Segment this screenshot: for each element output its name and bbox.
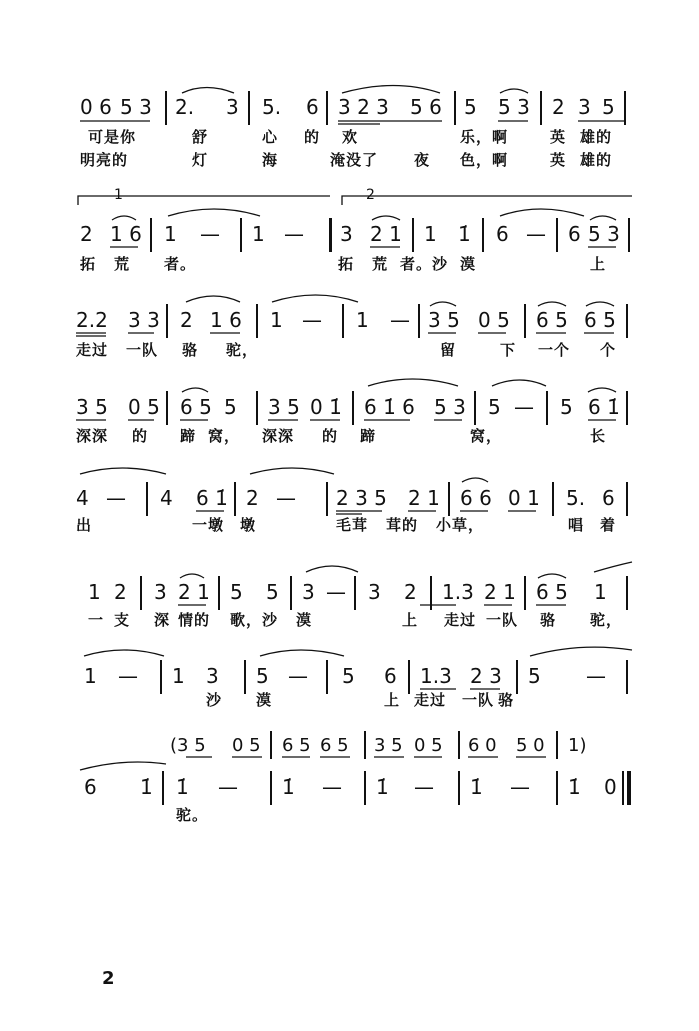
note: 1̇ bbox=[376, 775, 389, 799]
note: 0 5 bbox=[128, 395, 160, 419]
lyric: 窝， bbox=[470, 427, 503, 445]
note: 0 bbox=[604, 775, 617, 799]
barline bbox=[270, 771, 272, 805]
barline bbox=[448, 482, 450, 516]
lyric: 小草， bbox=[436, 516, 485, 534]
note: 5 bbox=[224, 395, 237, 419]
note: — bbox=[510, 775, 530, 799]
barline bbox=[165, 91, 167, 125]
lyric: 雄的 bbox=[580, 128, 613, 146]
barline bbox=[326, 660, 328, 694]
barline bbox=[342, 304, 344, 338]
lyric: 色，啊 bbox=[460, 151, 509, 169]
barline bbox=[626, 576, 628, 610]
note: 3 5 bbox=[268, 395, 300, 419]
lyric: 深深 bbox=[262, 427, 295, 445]
note: 2 bbox=[114, 580, 127, 604]
note: 3 bbox=[340, 222, 353, 246]
barline bbox=[354, 576, 356, 610]
lyric: 荒 bbox=[372, 255, 389, 273]
note: 6 6 bbox=[460, 486, 492, 510]
lyric: 出 bbox=[76, 516, 93, 534]
note: 3 5 bbox=[428, 308, 460, 332]
note: 0 1 bbox=[508, 486, 540, 510]
barline bbox=[524, 304, 526, 338]
note: — bbox=[276, 486, 296, 510]
note: 2.2 bbox=[76, 308, 108, 332]
note: 6 5 bbox=[180, 395, 212, 419]
barline bbox=[408, 660, 410, 694]
lyric: 茸的 bbox=[386, 516, 419, 534]
note: 2 1 bbox=[484, 580, 516, 604]
barline bbox=[166, 391, 168, 425]
lyric: 一墩 bbox=[192, 516, 225, 534]
barline bbox=[624, 91, 626, 125]
interlude-note: 1) bbox=[568, 735, 587, 756]
page-number: 2 bbox=[102, 968, 115, 989]
barline bbox=[364, 771, 366, 805]
note: — bbox=[288, 664, 308, 688]
note: 5 bbox=[488, 395, 501, 419]
note: 6 1̇ bbox=[196, 486, 228, 510]
lyric: 长 bbox=[590, 427, 607, 445]
lyric: 荒 bbox=[114, 255, 131, 273]
note: 5 3 bbox=[120, 95, 152, 119]
lyric: 心 bbox=[262, 128, 279, 146]
lyric: 骆 bbox=[540, 611, 557, 629]
note: 1.3 bbox=[442, 580, 474, 604]
barline bbox=[270, 731, 272, 759]
barline bbox=[628, 218, 630, 252]
note: 3 3 bbox=[128, 308, 160, 332]
note: 1.3 bbox=[420, 664, 452, 688]
note: 5 6 bbox=[410, 95, 442, 119]
lyric: 蹄 bbox=[180, 427, 197, 445]
lyric: 毛茸 bbox=[336, 516, 369, 534]
note: 1̇ bbox=[470, 775, 483, 799]
lyric: 的 bbox=[322, 427, 339, 445]
lyric: 支 bbox=[114, 611, 131, 629]
volta-2-number: 2 bbox=[366, 187, 375, 203]
interlude-note: 5 0 bbox=[516, 735, 545, 756]
barline bbox=[162, 771, 164, 805]
note: — bbox=[586, 664, 606, 688]
lyric: 淹没了 bbox=[330, 151, 379, 169]
barline bbox=[146, 482, 148, 516]
barline bbox=[516, 660, 518, 694]
barline bbox=[626, 660, 628, 694]
barline bbox=[556, 218, 558, 252]
interlude-note: 6 5 bbox=[320, 735, 349, 756]
lyric: 者。 bbox=[164, 255, 197, 273]
lyric: 歌，沙 bbox=[230, 611, 279, 629]
note: 1 6 bbox=[110, 222, 142, 246]
lyric: 个 bbox=[600, 341, 617, 359]
barline bbox=[140, 576, 142, 610]
note: — bbox=[218, 775, 238, 799]
note: 4 bbox=[76, 486, 89, 510]
note: 5 bbox=[464, 95, 477, 119]
note: 2 1 bbox=[178, 580, 210, 604]
lyric: 明亮的 bbox=[80, 151, 129, 169]
note: 6 bbox=[384, 664, 397, 688]
note: 1̇ bbox=[282, 775, 295, 799]
note: 1 bbox=[88, 580, 101, 604]
interlude-note: 3 5 bbox=[374, 735, 403, 756]
barline bbox=[626, 304, 628, 338]
barline bbox=[626, 482, 628, 516]
volta-1-number: 1 bbox=[114, 187, 123, 203]
note: 5 bbox=[342, 664, 355, 688]
lyric: 海 bbox=[262, 151, 279, 169]
note: 1̇ bbox=[458, 222, 471, 246]
note: 1 bbox=[424, 222, 437, 246]
note: — bbox=[302, 308, 322, 332]
interlude-note: (3 5 bbox=[170, 735, 206, 756]
barline bbox=[234, 482, 236, 516]
barline bbox=[540, 91, 542, 125]
note: — bbox=[106, 486, 126, 510]
lyric: 一队 bbox=[486, 611, 519, 629]
note: 5. bbox=[262, 95, 282, 119]
lyric: 骆 bbox=[498, 691, 515, 709]
note: 0 1̇ bbox=[310, 395, 342, 419]
note: 5 3 bbox=[588, 222, 620, 246]
note: 6 1̇ bbox=[588, 395, 620, 419]
note: 1̇ bbox=[176, 775, 189, 799]
interlude-note: 6 0 bbox=[468, 735, 497, 756]
lyric: 舒 bbox=[192, 128, 209, 146]
barline bbox=[552, 482, 554, 516]
note: 0 6 bbox=[80, 95, 112, 119]
barline bbox=[556, 771, 558, 805]
note: — bbox=[284, 222, 304, 246]
note: 2 3 bbox=[470, 664, 502, 688]
note: 1 6 bbox=[210, 308, 242, 332]
lyric: 乐，啊 bbox=[460, 128, 509, 146]
note: 1 bbox=[356, 308, 369, 332]
barline bbox=[290, 576, 292, 610]
note: — bbox=[322, 775, 342, 799]
lyric: 驼。 bbox=[176, 806, 209, 824]
lyric: 墩 bbox=[240, 516, 257, 534]
note: 5 bbox=[528, 664, 541, 688]
note: 1 bbox=[164, 222, 177, 246]
barline bbox=[412, 218, 414, 252]
interlude-note: 6 5 bbox=[282, 735, 311, 756]
lyric: 下 bbox=[500, 341, 517, 359]
barline bbox=[546, 391, 548, 425]
note: 1 bbox=[84, 664, 97, 688]
note: 5 bbox=[266, 580, 279, 604]
note: 1 bbox=[252, 222, 265, 246]
barline bbox=[218, 576, 220, 610]
note: 6 bbox=[306, 95, 319, 119]
note: 5 3 bbox=[434, 395, 466, 419]
note: 1̇ bbox=[568, 775, 581, 799]
lyric: 情的 bbox=[178, 611, 211, 629]
note: 5 bbox=[602, 95, 615, 119]
note: 1 bbox=[172, 664, 185, 688]
barline bbox=[474, 391, 476, 425]
lyric: 走过 bbox=[76, 341, 109, 359]
barline bbox=[256, 391, 258, 425]
note: 2 bbox=[404, 580, 417, 604]
lyric: 可是你 bbox=[88, 128, 137, 146]
barline bbox=[150, 218, 152, 252]
lyric: 上 bbox=[402, 611, 419, 629]
lyric: 欢 bbox=[342, 128, 359, 146]
lyric: 英 bbox=[550, 128, 567, 146]
note: — bbox=[390, 308, 410, 332]
barline bbox=[458, 731, 460, 759]
lyric: 沙 bbox=[206, 691, 223, 709]
note: 6 1̇ 6 bbox=[364, 395, 415, 419]
note: 5 bbox=[256, 664, 269, 688]
lyric: 雄的 bbox=[580, 151, 613, 169]
note: 6 5 bbox=[584, 308, 616, 332]
barline bbox=[524, 576, 526, 610]
lyric: 上 bbox=[590, 255, 607, 273]
note: 4 bbox=[160, 486, 173, 510]
barline bbox=[458, 771, 460, 805]
note: 6 5 bbox=[536, 580, 568, 604]
note: 1 bbox=[594, 580, 607, 604]
lyric: 的 bbox=[304, 128, 321, 146]
note: 3 2 3 bbox=[338, 95, 389, 119]
barline bbox=[166, 304, 168, 338]
note: 3 bbox=[154, 580, 167, 604]
note: — bbox=[118, 664, 138, 688]
lyric: 拓 bbox=[338, 255, 355, 273]
note: 2 bbox=[552, 95, 565, 119]
note: 6 bbox=[496, 222, 509, 246]
note: 6 bbox=[568, 222, 581, 246]
barline bbox=[430, 576, 432, 610]
note: 2 1 bbox=[408, 486, 440, 510]
barline bbox=[626, 391, 628, 425]
note: 6 bbox=[84, 775, 97, 799]
lyric: 走过 bbox=[414, 691, 447, 709]
note: 1 bbox=[270, 308, 283, 332]
lyric: 留 bbox=[440, 341, 457, 359]
lyric: 驼， bbox=[226, 341, 259, 359]
note: — bbox=[514, 395, 534, 419]
lyric: 蹄 bbox=[360, 427, 377, 445]
lyric: 英 bbox=[550, 151, 567, 169]
barline bbox=[482, 218, 484, 252]
note: 3 bbox=[302, 580, 315, 604]
barline bbox=[454, 91, 456, 125]
note: — bbox=[200, 222, 220, 246]
note: — bbox=[526, 222, 546, 246]
lyric: 窝， bbox=[208, 427, 241, 445]
interlude-note: 0 5 bbox=[232, 735, 261, 756]
barline bbox=[256, 304, 258, 338]
note: 5 bbox=[230, 580, 243, 604]
lyric: 夜 bbox=[414, 151, 431, 169]
barline bbox=[244, 660, 246, 694]
lyric: 驼， bbox=[590, 611, 623, 629]
lyric: 漠 bbox=[296, 611, 313, 629]
barline bbox=[160, 660, 162, 694]
lyric: 走过 bbox=[444, 611, 477, 629]
lyric: 深深 bbox=[76, 427, 109, 445]
lyric: 漠 bbox=[256, 691, 273, 709]
lyric: 唱 bbox=[568, 516, 585, 534]
note: 5. bbox=[566, 486, 586, 510]
note: 2 bbox=[180, 308, 193, 332]
lyric: 上 bbox=[384, 691, 401, 709]
note: 3 bbox=[226, 95, 239, 119]
note: 3 bbox=[206, 664, 219, 688]
lyric: 者。沙 bbox=[400, 255, 449, 273]
repeat-barline bbox=[329, 218, 332, 252]
lyric: 一队 bbox=[126, 341, 159, 359]
note: 3 5 bbox=[76, 395, 108, 419]
lyric: 灯 bbox=[192, 151, 209, 169]
lyric: 骆 bbox=[182, 341, 199, 359]
note: 5 bbox=[560, 395, 573, 419]
barline bbox=[352, 391, 354, 425]
final-barline-thin bbox=[622, 771, 624, 805]
lyric: 一队 bbox=[462, 691, 495, 709]
note: 2 3 5 bbox=[336, 486, 387, 510]
note: 5 3 bbox=[498, 95, 530, 119]
note: 2 bbox=[80, 222, 93, 246]
note: — bbox=[414, 775, 434, 799]
barline bbox=[248, 91, 250, 125]
note: 2 bbox=[246, 486, 259, 510]
barline bbox=[326, 482, 328, 516]
lyric: 着 bbox=[600, 516, 617, 534]
lyric: 一个 bbox=[538, 341, 571, 359]
lyric: 拓 bbox=[80, 255, 97, 273]
lyric: 深 bbox=[154, 611, 171, 629]
lyric: 漠 bbox=[460, 255, 477, 273]
barline bbox=[556, 731, 558, 759]
note: 6 5 bbox=[536, 308, 568, 332]
note: 2 1 bbox=[370, 222, 402, 246]
note: 3 bbox=[368, 580, 381, 604]
note: 0 5 bbox=[478, 308, 510, 332]
note: 1̇ bbox=[140, 775, 153, 799]
note: 2. bbox=[175, 95, 195, 119]
note: 6 bbox=[602, 486, 615, 510]
final-barline-thick bbox=[627, 771, 631, 805]
lyric: 的 bbox=[132, 427, 149, 445]
barline bbox=[418, 304, 420, 338]
lyric: 一 bbox=[88, 611, 105, 629]
note: 3 bbox=[578, 95, 591, 119]
interlude-note: 0 5 bbox=[414, 735, 443, 756]
barline bbox=[326, 91, 328, 125]
barline bbox=[364, 731, 366, 759]
barline bbox=[240, 218, 242, 252]
note: — bbox=[326, 580, 346, 604]
